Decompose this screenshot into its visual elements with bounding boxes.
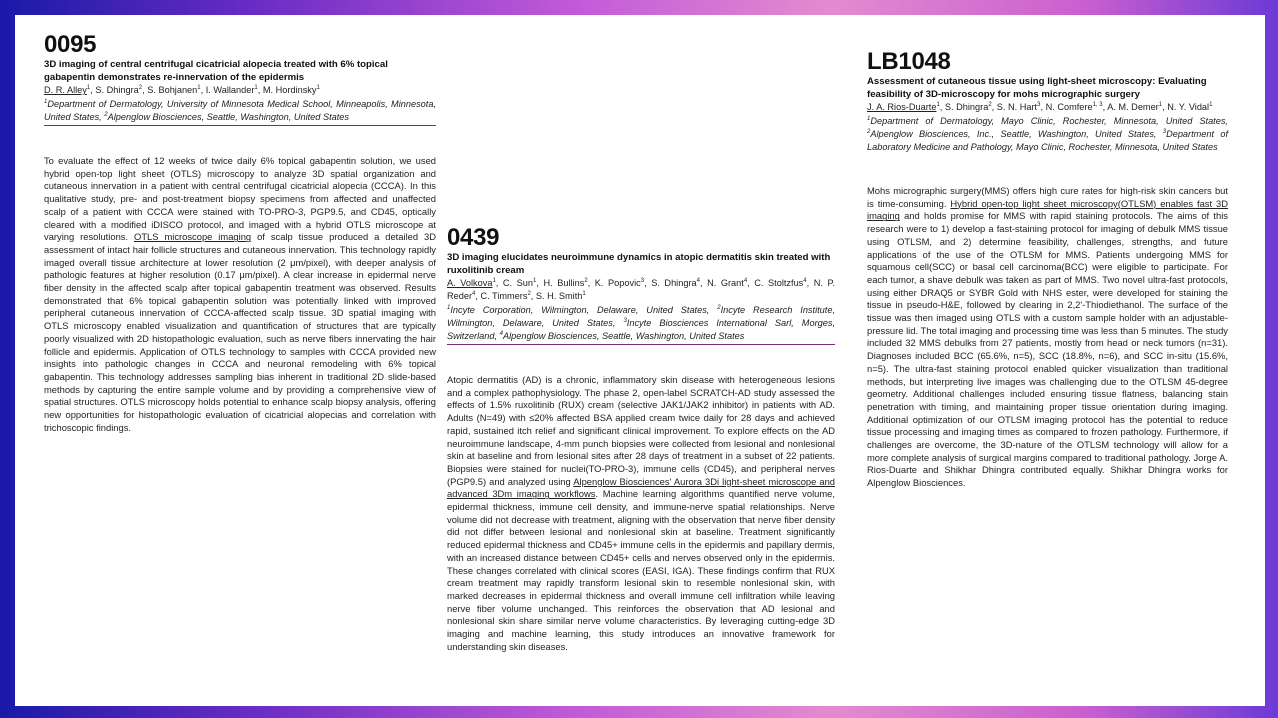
abstract-title: 3D imaging elucidates neuroimmune dynamics in atopic dermatitis skin treated with ruxolitinib cream bbox=[447, 252, 831, 276]
author-name: N. P. Reder bbox=[447, 278, 835, 301]
author-name: C. Sun bbox=[502, 278, 534, 288]
affiliation: Incyte Biosciences International Sarl, Morges, Switzerland, bbox=[447, 318, 835, 341]
divider bbox=[447, 344, 835, 345]
abstract-code: 0095 bbox=[44, 31, 97, 58]
abstract-code: LB1048 bbox=[867, 48, 951, 75]
affiliation: Department of Laboratory Medicine and Pathology, Mayo Clinic, Rochester, Minnesota, United States bbox=[867, 129, 1229, 152]
affiliation: Alpenglow Biosciences, Seattle, Washington, United States bbox=[107, 112, 350, 122]
author-name: J. A. Rios-Duarte bbox=[867, 102, 937, 112]
body-link: Hybrid open-top light sheet microscopy(OTLSM) enables fast 3D imaging bbox=[867, 197, 1228, 222]
abstract-title: 3D imaging of central centrifugal cicatricial alopecia treated with 6% topical gabapentin demonstrates re-innervation of the epidermis bbox=[44, 59, 388, 83]
affiliation: Alpenglow Biosciences, Seattle, Washington, United States bbox=[502, 331, 745, 341]
body-link: OTLS microscope imaging bbox=[134, 231, 252, 243]
affiliation: Department of Dermatology, University of Minnesota Medical School, Minneapolis, Minnesota, United States, bbox=[44, 99, 436, 122]
author-name: I. Wallander bbox=[205, 85, 255, 95]
abstract-title: Assessment of cutaneous tissue using light-sheet microscopy: Evaluating feasibility of 3D-microscopy for mohs micrographic surgery bbox=[867, 76, 1207, 100]
author-name: S. Dhingra bbox=[944, 102, 989, 112]
affiliation: Department of Dermatology, Mayo Clinic, Rochester, Minnesota, United States, bbox=[870, 116, 1228, 126]
affiliation: Incyte Corporation, Wilmington, Delaware, United States, bbox=[450, 305, 718, 315]
author-list: D. R. Alley$^1$, S. Dhingra$^2$, S. Bohjanen$^1$, I. Wallander$^1$, M. Hordinsky$^1$ bbox=[44, 84, 320, 95]
author-name: C. Stoltzfus bbox=[754, 278, 804, 288]
author-name: M. Hordinsky bbox=[262, 85, 317, 95]
affiliations: $^1$Department of Dermatology, University of Minnesota Medical School, Minneapolis, Minnesota, United States, $^2$Alpenglow Biosciences, Seattle, Washington, United States bbox=[44, 98, 436, 122]
author-name: A. Volkova bbox=[447, 278, 493, 288]
affiliation: Incyte Research Institute, Wilmington, Delaware, United States, bbox=[447, 305, 835, 328]
abstract-code: 0439 bbox=[447, 224, 500, 251]
author-name: A. M. Demer bbox=[1107, 102, 1159, 112]
body-link: Alpenglow Biosciences' Aurora 3Di light-sheet microscope and advanced 3Dm imaging workflows bbox=[447, 475, 835, 500]
abstract-0439 bbox=[447, 224, 835, 653]
author-name: H. Bullins bbox=[543, 278, 585, 288]
author-name: S. Bohjanen bbox=[147, 85, 198, 95]
abstract-0095 bbox=[44, 31, 436, 434]
author-name: S. Dhingra bbox=[95, 85, 139, 95]
author-name: N. Comfere bbox=[1045, 102, 1093, 112]
author-list: J. A. Rios-Duarte$^1$, S. Dhingra$^2$, S. N. Hart$^3$, N. Comfere$^{1, 3}$, A. M. Demer$^1$, N. Y. Vidal$^1$ bbox=[867, 101, 1213, 112]
abstract-body: Atopic dermatitis (AD) is a chronic, inflammatory skin disease with heterogeneous lesions and a complex pathophysiology. The phase 2, open-label SCRATCH-AD study assessed the effects of 1.5% ruxolitinib (RUX) cream (selective JAK1/JAK2 inhibitor) in patients with AD. Adults (N=49) with ≤20% affected BSA applied cream twice daily for 28 days and achieved rapid, sustained itch relief and significant clinical improvement. To explore effects on the AD neuroimmune landscape, 4-mm punch biopsies were collected from lesional and nonlesional skin at baseline and from lesional sites after 28 days of treatment in a subset of 22 patients. Biopsies were stained for nuclei(TO-PRO-3), immune cells (CD45), and peripheral nerves (PGP9.5) and analyzed using Alpenglow Biosciences' Aurora 3Di light-sheet microscope and advanced 3Dm imaging workflows. Machine learning algorithms quantified nerve volume, epidermal thickness, immune cell density, and immune-nerve spatial relationships. Nerve volume did not decrease with treatment, aligning with the observation that nerve fiber density did not differ between lesional and nonlesional skin at baseline. Treatment significantly reduced epidermal thickness and CD45+ immune cells in the epidermis and papillary dermis, with an increased distance between CD45+ cells and nerves observed only in the epidermis. These changes correlated with clinical scores (EASI, IGA). These findings confirm that RUX cream treatment may rapidly transform lesional skin to resemble nonlesional skin, with marked decreases in epidermal thickness and overall immune cell infiltration while leaving nerve fiber volume unchanged. This reinforces the observation that AD lesional and nonlesional skin share similar nerve volume characteristics. By leveraging cutting-edge 3D imaging and machine learning, this study introduces an innovative framework for understanding skin diseases. bbox=[447, 374, 835, 652]
author-name: D. R. Alley bbox=[44, 85, 87, 95]
author-name: K. Popovic bbox=[594, 278, 641, 288]
affiliations: $^1$Department of Dermatology, Mayo Clinic, Rochester, Minnesota, United States, $^2$Alpenglow Biosciences, Inc., Seattle, Washington, United States, $^3$Department of Laboratory Medicine and Pathology, Mayo Clinic, Rochester, Minnesota, United States bbox=[867, 115, 1229, 152]
abstract-body: To evaluate the effect of 12 weeks of twice daily 6% topical gabapentin solution, we used hybrid open-top light sheet (OTLS) microscopy to analyze 3D spatial organization and cutaneous innervation in a patient with central centrifugal cicatricial alopecia (CCCA). In this qualitative study, pre- and post-treatment biopsy specimens from affected and unaffected scalp of a patient with CCCA were stained with TO-PRO-3, PGP9.5, and CD45, optically cleared with a modified iDISCO protocol, and imaged with a hybrid OTLS microscope at varying resolutions. OTLS microscope imaging of scalp tissue produced a detailed 3D assessment of intact hair follicle structures and cutaneous innervation. This technology rapidly imaged overall tissue architecture at lower resolution (2 μm/pixel), with deeper analysis of pathologic features at higher resolution (0.17 μm/pixel). A clear increase in epidermal nerve fiber density in the affected scalp after topical gabapentin treatment was observed. Results demonstrated that 6% topical gabapentin solution was potentially linked with improved peripheral cutaneous innervation of CCCA-affected scalp tissue. 3D spatial imaging with OTLS microscopy enabled visualization and quantification of structures that are typically poorly visualized with 2D histopathologic evaluation, such as nerve fibers innervating the hair follicle and epidermis. Application of OTLS technology to samples with CCCA provided new insights into pathologic changes in CCCA and neuronal remodeling with 6% topical gabapentin. This technology addresses sampling bias inherent in traditional 2D slide-based methods by capturing the entire sample volume and by providing a comprehensive view of spatial structures. OTLS microscopy holds potential to enhance scalp biopsy analysis, offering new opportunities for histopathologic evaluation of cicatricial alopecias and correlation with trichoscopic findings. bbox=[44, 155, 437, 433]
author-name: N. Y. Vidal bbox=[1167, 102, 1210, 112]
author-name: S. H. Smith bbox=[535, 291, 583, 301]
author-name: N. Grant bbox=[707, 278, 744, 288]
affiliations: $^1$Incyte Corporation, Wilmington, Delaware, United States, $^2$Incyte Research Institute, Wilmington, Delaware, United States, $^3$Incyte Biosciences International Sarl, Morges, Switzerland, $^4$Alpenglow Biosciences, Seattle, Washington, United States bbox=[447, 304, 835, 341]
author-name: S. Dhingra bbox=[651, 278, 697, 288]
author-name: C. Timmers bbox=[480, 291, 528, 301]
divider bbox=[44, 125, 436, 126]
author-name: S. N. Hart bbox=[996, 102, 1038, 112]
abstract-lb1048 bbox=[867, 48, 1228, 490]
affiliation: Alpenglow Biosciences, Inc., Seattle, Washington, United States, bbox=[870, 129, 1163, 139]
abstract-body: Mohs micrographic surgery(MMS) offers high cure rates for high-risk skin cancers but is time-consuming. Hybrid open-top light sheet microscopy(OTLSM) enables fast 3D imaging and holds promise for MMS with rapid staining protocols. The aims of this research were to 1) develop a fast-staining protocol for imaging of debulk MMS tissue using OTLSM, and 2) determine feasibility, challenges, strengths, and future applications of the use of the OTLSM for MMS. Patients undergoing MMS for squamous cell(SCC) or basal cell carcinoma(BCC) were eligible to participate. For each tumor, a shave debulk was taken as part of MMS. Two novel ultra-fast protocols, using either DRAQ5 or SYBR Gold with NHS ester, were developed for staining the tissue in pseudo-H&E, followed by clearing in 2,2'-Thiodiethanol. The surface of the tissue was then imaged using OTLS with a custom sample holder with an adjustable-pressure lid. The total imaging and processing time was less than 5 minutes. The study included 32 MMS debulks from 27 patients, mostly from head or neck tumors (n=31). Diagnoses included BCC (65.6%, n=5), SCC (18.8%, n=6), and SCC in-situ (15.6%, n=5). The ultra-fast staining protocol enabled quicker visualization than traditional methods, but interpreting live images was challenging due to the OTLSM 45-degree geometry. Additional challenges included ensuring tissue flatness, balancing stain penetration with timing, and maintaining proper tissue orientation during imaging. Additional optimization of our OTLSM imaging protocol has the potential to reduce tissue processing and imaging times as compared to frozen pathology. Furthermore, if challenges are overcome, the 3D-nature of the OTLSM technology will allow for a more complete analysis of surgical margins compared to traditional pathology. Jorge A. Rios-Duarte and Shikhar Dhingra contributed equally. Shikhar Dhingra works for Alpenglow Biosciences. bbox=[867, 185, 1228, 489]
author-list: A. Volkova$^1$, C. Sun$^1$, H. Bullins$^2$, K. Popovic$^3$, S. Dhingra$^4$, N. Grant$^4$, C. Stoltzfus$^4$, N. P. Reder$^4$, C. Timmers$^2$, S. H. Smith$^1$ bbox=[447, 277, 835, 301]
poster-card bbox=[15, 15, 1265, 706]
